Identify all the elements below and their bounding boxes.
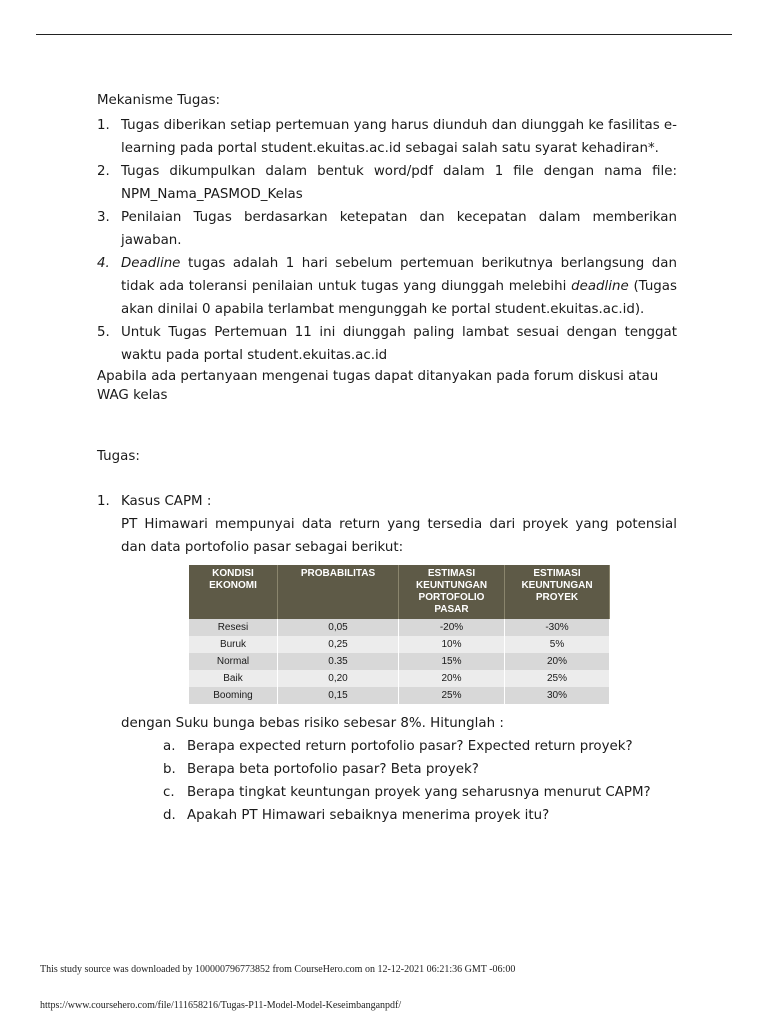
question-label: a. [163, 739, 176, 754]
question-list [121, 735, 677, 827]
table-cell: Buruk [189, 636, 278, 653]
item-number: 2. [97, 164, 110, 179]
question-text: Apakah PT Himawari sebaiknya menerima proyek itu? [187, 808, 550, 823]
risk-free-rate-text: dengan Suku bunga bebas risiko sebesar 8%. Hitunglah : [121, 716, 504, 731]
deadline-term: Deadline [121, 256, 181, 271]
column-header: KONDISI EKONOMI [189, 565, 278, 619]
question-label: c. [163, 785, 175, 800]
table-cell: 30% [505, 687, 610, 704]
case-title: Kasus CAPM : [121, 494, 212, 509]
item-text: (Tugas akan dinilai 0 apabila terlambat mengunggah ke portal student.ekuitas.ac.id). [121, 279, 677, 317]
item-number: 1. [97, 118, 110, 133]
item-text: Tugas diberikan setiap pertemuan yang harus diunduh dan diunggah ke fasilitas e-learning pada portal student.ekuitas.ac.id sebagai salah satu syarat kehadiran*. [121, 118, 677, 156]
question-text: Berapa expected return portofolio pasar? Expected return proyek? [187, 739, 633, 754]
table-cell: -20% [399, 619, 505, 636]
table-cell: 0.35 [278, 653, 399, 670]
mechanism-heading: Mekanisme Tugas: [97, 93, 221, 108]
deadline-term: deadline [571, 279, 629, 294]
tasks-list [97, 490, 677, 827]
item-number: 1. [97, 494, 110, 509]
table-row [189, 636, 610, 653]
table-cell: 10% [399, 636, 505, 653]
table-cell: 0,20 [278, 670, 399, 687]
table-row [189, 619, 610, 636]
table-cell: Resesi [189, 619, 278, 636]
table-header-row [189, 565, 610, 619]
question-text: Berapa beta portofolio pasar? Beta proyek? [187, 762, 479, 777]
table-cell: 20% [505, 653, 610, 670]
column-header: ESTIMASI KEUNTUNGAN PROYEK [505, 565, 610, 619]
mechanism-list [97, 114, 677, 367]
table-cell: 25% [505, 670, 610, 687]
mechanism-item-2 [97, 160, 677, 206]
question-item-a [163, 735, 677, 758]
mechanism-item-5 [97, 321, 677, 367]
question-text: Berapa tingkat keuntungan proyek yang seharusnya menurut CAPM? [187, 785, 651, 800]
item-number: 3. [97, 210, 110, 225]
table-cell: 25% [399, 687, 505, 704]
column-header: ESTIMASI KEUNTUNGAN PORTOFOLIO PASAR [399, 565, 505, 619]
table-row [189, 670, 610, 687]
item-text: Penilaian Tugas berdasarkan ketepatan dan kecepatan dalam memberikan jawaban. [121, 210, 677, 248]
table-cell: 20% [399, 670, 505, 687]
table-cell: 0,15 [278, 687, 399, 704]
item-text: Untuk Tugas Pertemuan 11 ini diunggah paling lambat sesuai dengan tenggat waktu pada portal student.ekuitas.ac.id [121, 325, 677, 363]
column-header: PROBABILITAS [278, 565, 399, 619]
document-body [97, 89, 677, 827]
table-cell: 0,25 [278, 636, 399, 653]
mechanism-item-1 [97, 114, 677, 160]
question-label: b. [163, 762, 176, 777]
mechanism-item-3 [97, 206, 677, 252]
item-number: 5. [97, 325, 110, 340]
questions-note: Apabila ada pertanyaan mengenai tugas dapat ditanyakan pada forum diskusi atau WAG kelas [97, 369, 659, 403]
tasks-heading: Tugas: [97, 449, 140, 464]
table-cell: 5% [505, 636, 610, 653]
item-text: Tugas dikumpulkan dalam bentuk word/pdf dalam 1 file dengan nama file: NPM_Nama_PASMOD_Kelas [121, 164, 677, 202]
table-cell: Baik [189, 670, 278, 687]
table-cell: Booming [189, 687, 278, 704]
question-item-b [163, 758, 677, 781]
question-item-d [163, 804, 677, 827]
item-number: 4. [97, 256, 110, 271]
table-cell: 0,05 [278, 619, 399, 636]
table-row [189, 687, 610, 704]
source-url[interactable]: https://www.coursehero.com/file/111658216/Tugas-P11-Model-Model-Keseimbanganpdf/ [40, 1000, 402, 1011]
download-note: This study source was downloaded by 100000796773852 from CourseHero.com on 12-12-2021 06:21:36 GMT -06:00 [40, 964, 516, 975]
capm-data-table [189, 565, 610, 704]
table-cell: -30% [505, 619, 610, 636]
mechanism-item-4 [97, 252, 677, 321]
case-description: PT Himawari mempunyai data return yang tersedia dari proyek yang potensial dan data portofolio pasar sebagai berikut: [121, 517, 677, 555]
table-cell: 15% [399, 653, 505, 670]
question-item-c [163, 781, 677, 804]
table-cell: Normal [189, 653, 278, 670]
top-rule [36, 34, 732, 35]
item-text: tugas adalah 1 hari sebelum pertemuan berikutnya berlangsung dan tidak ada toleransi penilaian untuk tugas yang diunggah melebihi [121, 256, 677, 294]
task-item-1 [97, 490, 677, 827]
table-row [189, 653, 610, 670]
question-label: d. [163, 808, 176, 823]
